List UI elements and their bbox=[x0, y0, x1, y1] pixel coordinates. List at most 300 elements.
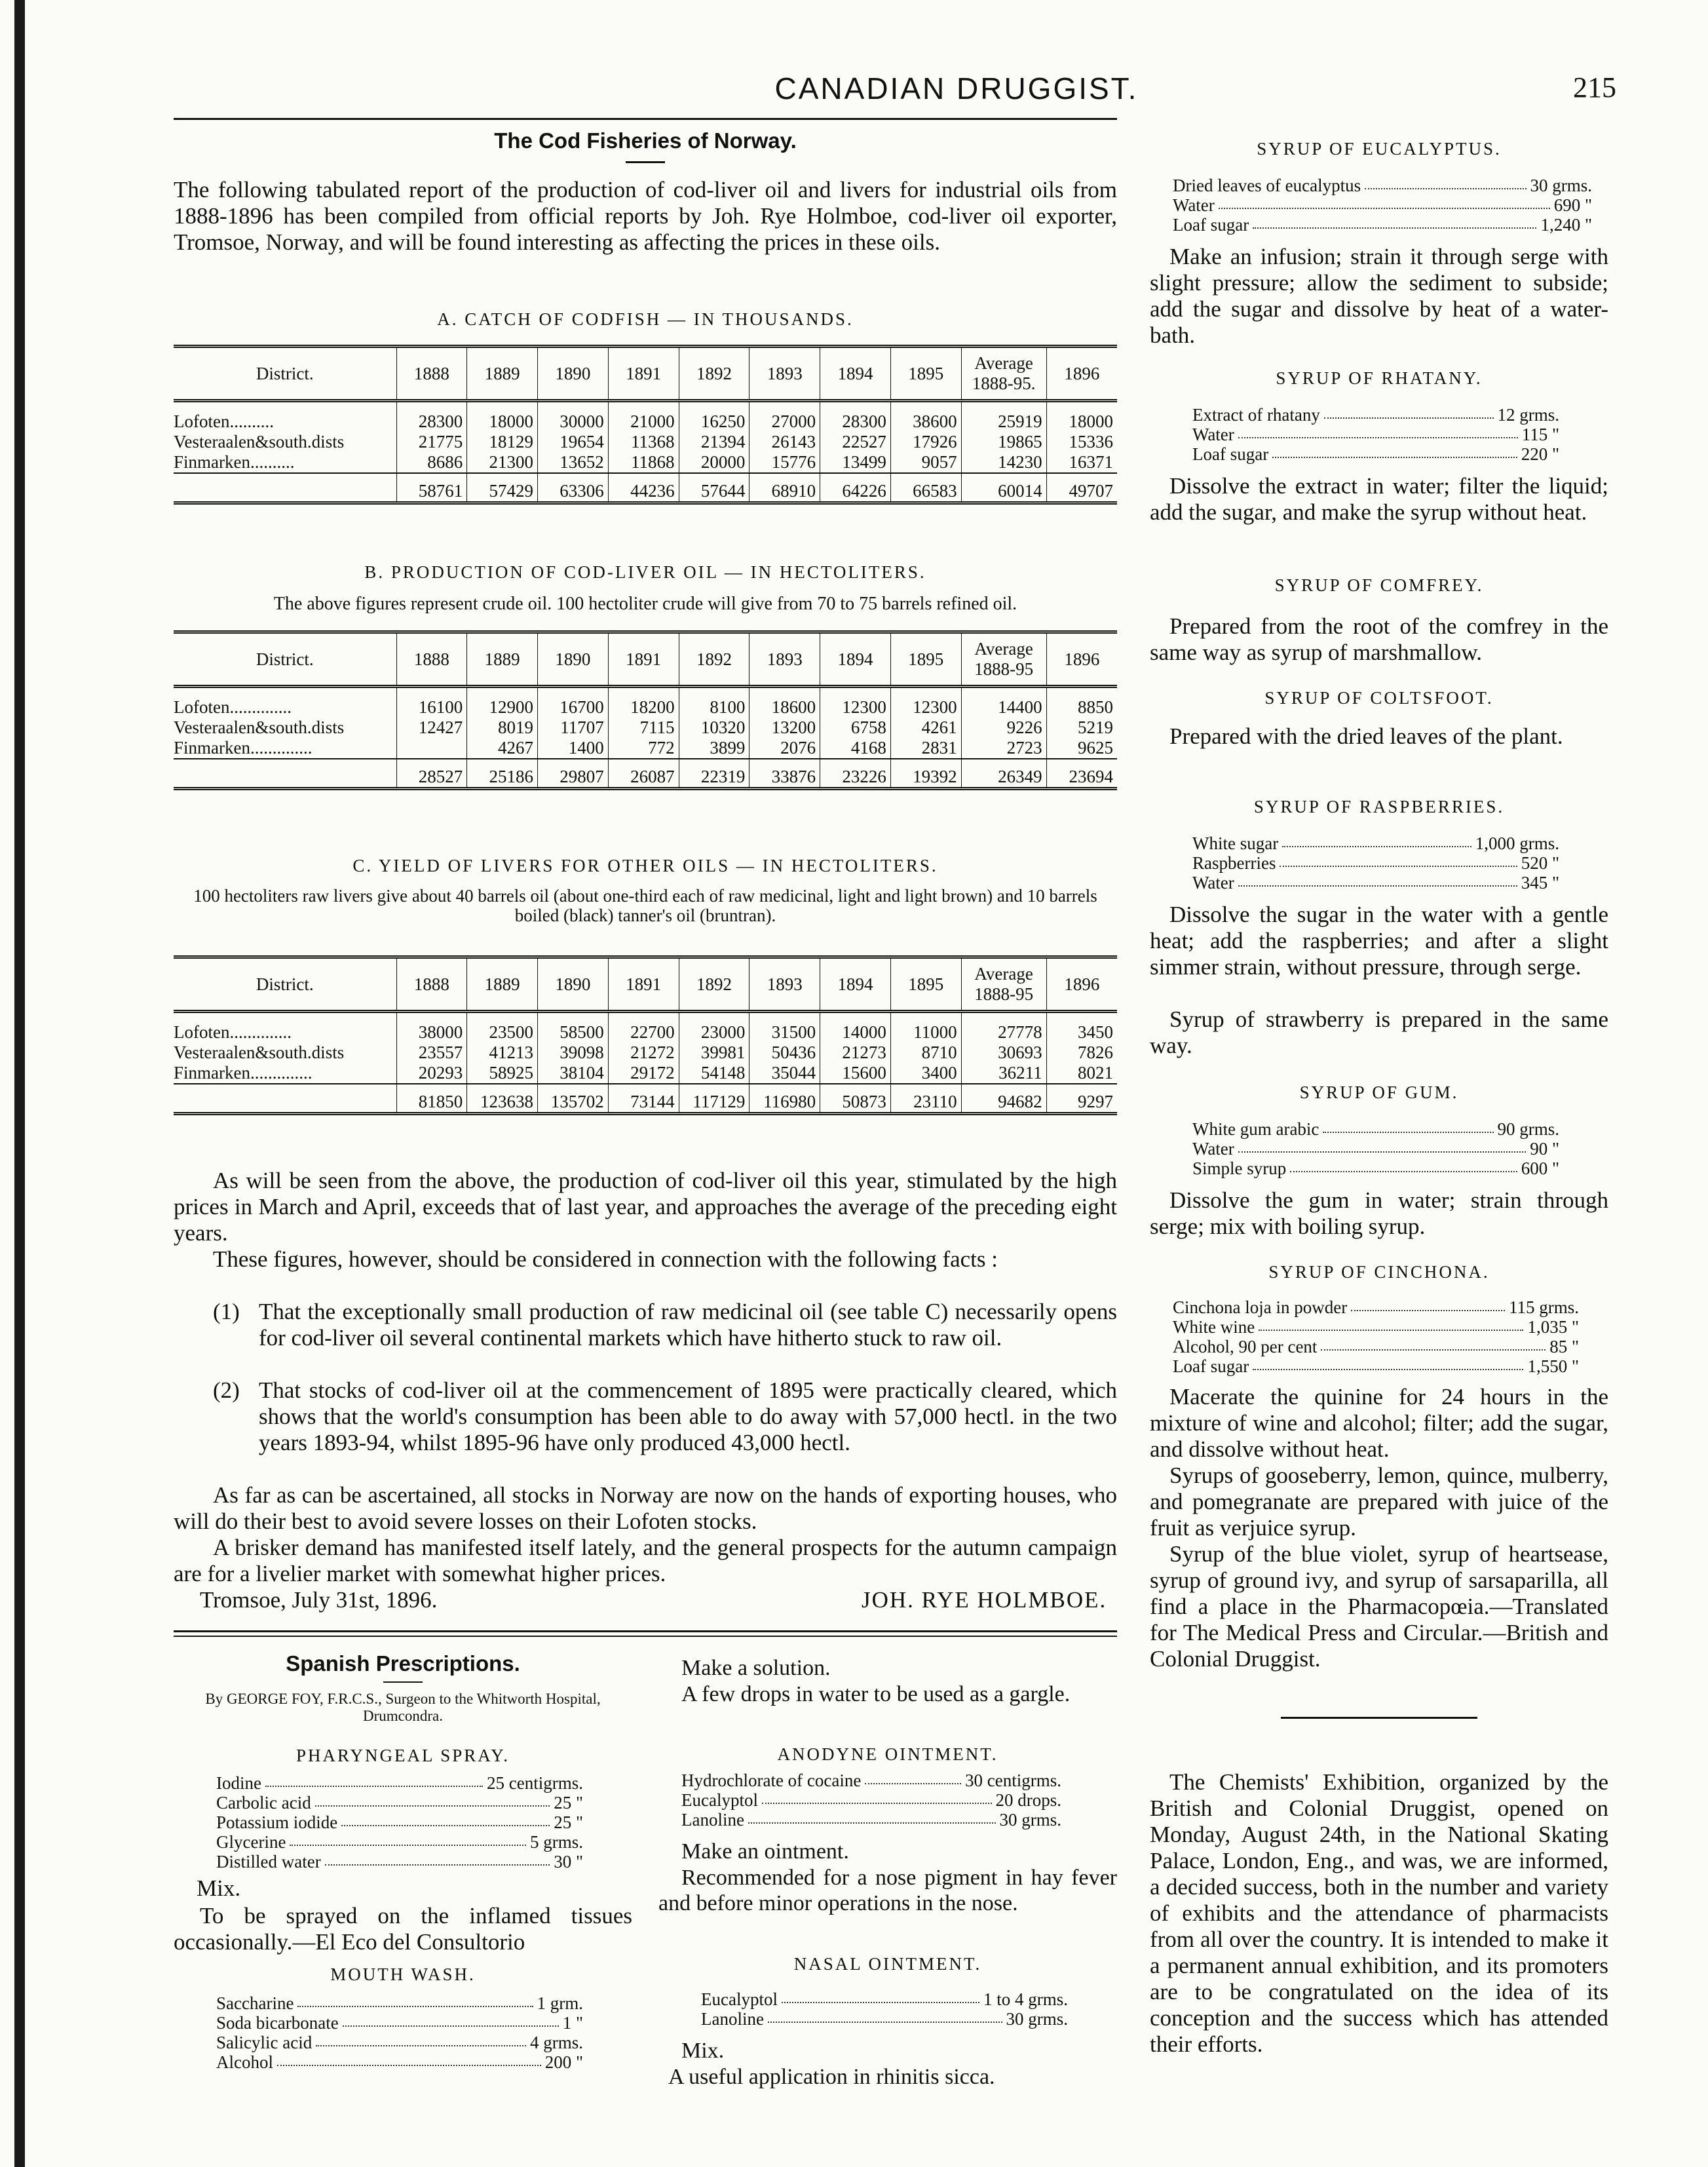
table-spacer-row bbox=[174, 1012, 1117, 1023]
leader-dots bbox=[782, 1989, 979, 2003]
value-cell: 1400 bbox=[538, 738, 609, 759]
leader-dots bbox=[1324, 405, 1494, 419]
leader-dots bbox=[1253, 1356, 1523, 1370]
table-spacer-cell bbox=[174, 687, 396, 698]
ingredient-quantity: 1 " bbox=[562, 2013, 583, 2033]
district-cell: Finmarken.............. bbox=[174, 738, 396, 759]
value-cell: 9625 bbox=[1078, 738, 1113, 757]
value-cell: 8021 bbox=[1078, 1063, 1113, 1083]
total-cell bbox=[174, 759, 396, 789]
ingredient-name: Water bbox=[1192, 1139, 1234, 1159]
value-cell: 13652 bbox=[538, 452, 609, 473]
value-cell: 23557 bbox=[396, 1043, 467, 1063]
ingredient-quantity: 12 grms. bbox=[1497, 405, 1559, 425]
total-cell: 68910 bbox=[750, 473, 820, 503]
total-row bbox=[174, 759, 1117, 789]
value-cell: 16100 bbox=[396, 697, 467, 718]
col-header: 1888 bbox=[396, 957, 467, 1012]
total-cell: 23226 bbox=[820, 759, 891, 789]
total-cell: 28527 bbox=[396, 759, 467, 789]
table-spacer-cell bbox=[608, 687, 679, 698]
leader-dots bbox=[290, 1832, 526, 1846]
ingredient-line bbox=[681, 1790, 1061, 1810]
value-cell: 8686 bbox=[396, 452, 467, 473]
value-cell: 19865 bbox=[961, 432, 1046, 452]
ingredient-name: Dried leaves of eucalyptus bbox=[1173, 176, 1361, 195]
ingredient-line bbox=[1192, 834, 1559, 853]
value-cell: 58925 bbox=[467, 1063, 538, 1084]
col-header: 1894 bbox=[820, 632, 891, 687]
total-cell: 49707 bbox=[1046, 473, 1117, 503]
district-cell: Lofoten.............. bbox=[174, 1022, 396, 1043]
leader-dots bbox=[265, 1773, 483, 1787]
fact-2-number: (2) bbox=[213, 1377, 240, 1403]
value-cell: 20293 bbox=[396, 1063, 467, 1084]
total-cell: 117129 bbox=[679, 1084, 750, 1114]
ingredient-name: Loaf sugar bbox=[1173, 215, 1249, 235]
ingredient-line bbox=[216, 1812, 583, 1832]
pharyngeal-mix: Mix. bbox=[197, 1875, 241, 1901]
value-cell: 15336 bbox=[1069, 432, 1113, 451]
total-cell: 23694 bbox=[1046, 759, 1117, 789]
ingredient-line bbox=[701, 2009, 1068, 2029]
value-cell: 16700 bbox=[538, 697, 609, 718]
strawberry-text: Syrup of strawberry is prepared in the same way. bbox=[1150, 1007, 1608, 1058]
total-cell: 26349 bbox=[961, 759, 1046, 789]
col2-drops: A few drops in water to be used as a gargle. bbox=[681, 1682, 1071, 1706]
ingredient-line bbox=[216, 1773, 583, 1793]
ingredient-name: Water bbox=[1192, 425, 1234, 444]
ingredient-quantity: 115 grms. bbox=[1509, 1297, 1579, 1317]
leader-dots bbox=[316, 2033, 526, 2046]
ingredient-name: Alcohol bbox=[216, 2052, 273, 2072]
total-row bbox=[174, 1084, 1117, 1114]
table-row bbox=[174, 432, 1117, 452]
table-c-body bbox=[174, 1012, 1117, 1114]
rhatany-title: SYRUP OF RHATANY. bbox=[1276, 368, 1483, 388]
page-number: 215 bbox=[1573, 71, 1616, 104]
total-cell: 22319 bbox=[679, 759, 750, 789]
leader-dots bbox=[325, 1852, 550, 1866]
value-cell: 4168 bbox=[820, 738, 891, 759]
ingredient-line bbox=[1192, 853, 1559, 873]
ingredient-name: Water bbox=[1192, 873, 1234, 892]
ingredient-name: Potassium iodide bbox=[216, 1812, 338, 1832]
discussion-para-4: A brisker demand has manifested itself lately, and the general prospects for the autumn campaign are for a livelier market with somewhat higher prices. bbox=[174, 1535, 1117, 1586]
ingredient-quantity: 30 grms. bbox=[999, 1810, 1061, 1830]
value-cell: 28300 bbox=[820, 412, 891, 432]
ingredient-quantity: 30 " bbox=[554, 1852, 583, 1871]
discussion-para-3: As far as can be ascertained, all stocks in Norway are now on the hands of exporting houses, who will do their best to avoid severe losses on their Lofoten stocks. bbox=[174, 1482, 1117, 1534]
value-cell: 12427 bbox=[396, 718, 467, 738]
header-rule bbox=[174, 118, 1117, 120]
table-spacer-cell bbox=[890, 1012, 961, 1023]
col-header: 1891 bbox=[608, 632, 679, 687]
table-spacer-cell bbox=[820, 1012, 891, 1023]
total-cell: 81850 bbox=[396, 1084, 467, 1114]
value-cell: 29172 bbox=[608, 1063, 679, 1084]
col-header: 1890 bbox=[538, 957, 609, 1012]
ingredient-quantity: 520 " bbox=[1521, 853, 1559, 873]
table-c-note: 100 hectoliters raw livers give about 40 barrels oil (about one-third each of raw medicinal, light and light brown) and 10 barrels boiled (black) tanner's oil (bruntran). bbox=[193, 886, 1097, 925]
value-cell: 12300 bbox=[890, 697, 961, 718]
value-cell: 15600 bbox=[820, 1063, 891, 1084]
col-header: 1889 bbox=[467, 347, 538, 401]
ingredient-line bbox=[1173, 176, 1592, 195]
value-cell: 28300 bbox=[396, 412, 467, 432]
table-spacer-cell bbox=[820, 687, 891, 698]
col-header: Average 1888-95 bbox=[961, 957, 1046, 1012]
value-cell: 16371 bbox=[1069, 452, 1113, 472]
value-cell: 11868 bbox=[608, 452, 679, 473]
value-cell: 13499 bbox=[820, 452, 891, 473]
mouth-recipe bbox=[216, 1993, 583, 2072]
raspberries-text: Dissolve the sugar in the water with a gentle heat; add the raspberries; and after a slight simmer strain, without pressure, through serge. bbox=[1150, 902, 1608, 980]
value-cell: 8019 bbox=[467, 718, 538, 738]
value-cell: 22700 bbox=[608, 1022, 679, 1043]
table-spacer-cell bbox=[750, 687, 820, 698]
total-cell: 25186 bbox=[467, 759, 538, 789]
leader-dots bbox=[1290, 1159, 1517, 1172]
title-dash bbox=[626, 161, 665, 163]
value-cell: 39098 bbox=[538, 1043, 609, 1063]
discussion-para-2: These figures, however, should be considered in connection with the following facts : bbox=[213, 1246, 998, 1272]
eucalyptus-text: Make an infusion; strain it through serge with slight pressure; allow the sediment to subside; add the sugar and dissolve by heat of a water-bath. bbox=[1150, 244, 1608, 348]
total-cell: 23110 bbox=[890, 1084, 961, 1114]
value-cell: 14230 bbox=[961, 452, 1046, 473]
ingredient-quantity: 90 grms. bbox=[1497, 1119, 1559, 1139]
ingredient-quantity: 200 " bbox=[544, 2052, 583, 2072]
ingredient-line bbox=[1192, 444, 1559, 464]
table-spacer-cell bbox=[961, 401, 1046, 412]
leader-dots bbox=[1259, 1317, 1523, 1331]
value-cell: 14400 bbox=[961, 697, 1046, 718]
ingredient-quantity: 30 grms. bbox=[1006, 2009, 1068, 2029]
table-row bbox=[174, 412, 1117, 432]
value-cell: 3400 bbox=[890, 1063, 961, 1084]
total-cell: 26087 bbox=[608, 759, 679, 789]
leader-dots bbox=[762, 1790, 992, 1804]
col-header: 1890 bbox=[538, 632, 609, 687]
pharyngeal-note: To be sprayed on the inflamed tissues occasionally.—El Eco del Consultorio bbox=[174, 1903, 632, 1955]
value-cell: 15776 bbox=[750, 452, 820, 473]
value-cell: 31500 bbox=[750, 1022, 820, 1043]
comfrey-text: Prepared from the root of the comfrey in the same way as syrup of marshmallow. bbox=[1150, 613, 1608, 665]
value-cell: 30693 bbox=[961, 1043, 1046, 1063]
table-spacer-cell bbox=[467, 687, 538, 698]
value-cell: 21272 bbox=[608, 1043, 679, 1063]
pharyngeal-title: PHARYNGEAL SPRAY. bbox=[295, 1746, 510, 1765]
gum-recipe bbox=[1192, 1119, 1559, 1178]
ingredient-name: White gum arabic bbox=[1192, 1119, 1319, 1139]
ingredient-line bbox=[1192, 1119, 1559, 1139]
spanish-byline: By GEORGE FOY, F.R.C.S., Surgeon to the Whitworth Hospital, Drumcondra. bbox=[205, 1691, 601, 1724]
ingredient-quantity: 1,035 " bbox=[1527, 1317, 1579, 1337]
ingredient-quantity: 1 to 4 grms. bbox=[983, 1989, 1068, 2009]
table-spacer-cell bbox=[679, 687, 750, 698]
ingredient-quantity: 690 " bbox=[1553, 195, 1592, 215]
discussion-para-1: As will be seen from the above, the production of cod-liver oil this year, stimulated by the high prices in March and April, exceeds that of last year, and approaches the average of the preceding eight years. bbox=[174, 1168, 1117, 1246]
table-spacer-cell bbox=[467, 401, 538, 412]
col-header: 1893 bbox=[750, 957, 820, 1012]
coltsfoot-title: SYRUP OF COLTSFOOT. bbox=[1264, 688, 1494, 708]
ingredient-quantity: 20 drops. bbox=[995, 1790, 1061, 1810]
total-cell: 9297 bbox=[1046, 1084, 1117, 1114]
value-cell: 2831 bbox=[890, 738, 961, 759]
total-cell: 57644 bbox=[679, 473, 750, 503]
total-cell: 60014 bbox=[961, 473, 1046, 503]
ingredient-quantity: 25 " bbox=[554, 1812, 583, 1832]
table-b-note: The above figures represent crude oil. 100 hectoliter crude will give from 70 to 75 barrels refined oil. bbox=[273, 594, 1017, 614]
leader-dots bbox=[1323, 1119, 1493, 1133]
table-row bbox=[174, 738, 1117, 759]
ingredient-quantity: 30 grms. bbox=[1530, 176, 1592, 195]
table-spacer-cell bbox=[1046, 687, 1117, 698]
total-cell: 58761 bbox=[396, 473, 467, 503]
value-cell: 41213 bbox=[467, 1043, 538, 1063]
ingredient-line bbox=[216, 1832, 583, 1852]
total-cell bbox=[174, 1084, 396, 1114]
table-spacer-cell bbox=[538, 1012, 609, 1023]
leader-dots bbox=[1321, 1337, 1546, 1351]
table-spacer-cell bbox=[174, 401, 396, 412]
table-spacer-cell bbox=[679, 401, 750, 412]
total-cell: 66583 bbox=[890, 473, 961, 503]
ingredient-quantity: 345 " bbox=[1521, 873, 1559, 892]
value-cell: 3450 bbox=[1078, 1022, 1113, 1042]
table-b-caption: B. PRODUCTION OF COD-LIVER OIL — IN HECTOLITERS. bbox=[364, 562, 926, 582]
total-cell: 135702 bbox=[538, 1084, 609, 1114]
rhatany-recipe bbox=[1192, 405, 1559, 464]
ingredient-quantity: 4 grms. bbox=[530, 2033, 583, 2052]
table-spacer-cell bbox=[608, 1012, 679, 1023]
col-header: Average 1888-95. bbox=[961, 347, 1046, 401]
value-cell: 13200 bbox=[750, 718, 820, 738]
ingredient-quantity: 5 grms. bbox=[530, 1832, 583, 1852]
ingredient-name: Glycerine bbox=[216, 1832, 286, 1852]
gum-text: Dissolve the gum in water; strain through serge; mix with boiling syrup. bbox=[1150, 1187, 1608, 1239]
ingredient-line bbox=[216, 2013, 583, 2033]
leader-dots bbox=[315, 1793, 550, 1807]
value-cell: 58500 bbox=[538, 1022, 609, 1043]
col-header: 1892 bbox=[679, 632, 750, 687]
ingredient-name: Lanoline bbox=[681, 1810, 744, 1830]
anodyne-recipe bbox=[681, 1771, 1061, 1830]
col-header: 1893 bbox=[750, 347, 820, 401]
cod-title: The Cod Fisheries of Norway. bbox=[494, 128, 797, 153]
ingredient-line bbox=[1173, 1337, 1579, 1356]
leader-dots bbox=[1272, 444, 1517, 458]
value-cell: 21394 bbox=[679, 432, 750, 452]
ingredient-quantity: 25 " bbox=[554, 1793, 583, 1812]
value-cell: 11000 bbox=[890, 1022, 961, 1043]
ingredient-quantity: 30 centigrms. bbox=[965, 1771, 1061, 1790]
exhibition-rule bbox=[1281, 1717, 1477, 1719]
cinchona-recipe bbox=[1173, 1297, 1579, 1376]
raspberries-title: SYRUP OF RASPBERRIES. bbox=[1253, 797, 1505, 816]
value-cell: 2723 bbox=[961, 738, 1046, 759]
anodyne-title: ANODYNE OINTMENT. bbox=[777, 1744, 998, 1764]
value-cell: 18000 bbox=[1069, 412, 1113, 431]
violet-text: Syrup of the blue violet, syrup of heartsease, syrup of ground ivy, and syrup of sarsaparilla, all find a place in the Pharmacopœia.—Translated for The Medical Press and Circular.—British and Colonial Druggist. bbox=[1150, 1541, 1608, 1672]
table-row bbox=[174, 1063, 1117, 1084]
col-header: 1895 bbox=[890, 632, 961, 687]
fact-2: That stocks of cod-liver oil at the commencement of 1895 were practically cleared, which shows that the world's consumption has been able to do away with 57,000 hectl. in the two years 1893-94, whilst 1895-96 have only produced 43,000 hectl. bbox=[259, 1377, 1117, 1455]
ingredient-name: Lanoline bbox=[701, 2009, 764, 2029]
anodyne-note: Recommended for a nose pigment in hay fever and before minor operations in the nose. bbox=[658, 1866, 1117, 1915]
col-header: 1892 bbox=[679, 957, 750, 1012]
value-cell: 5219 bbox=[1078, 718, 1113, 737]
value-cell: 16250 bbox=[679, 412, 750, 432]
value-cell: 11707 bbox=[538, 718, 609, 738]
table-row bbox=[174, 718, 1117, 738]
table-spacer-cell bbox=[1046, 1012, 1117, 1023]
nasal-title: NASAL OINTMENT. bbox=[793, 1954, 982, 1974]
exhibition-text: The Chemists' Exhibition, organized by the British and Colonial Druggist, opened on Monday, August 24th, in the National Skating Palace, London, Eng., and was, we are informed, a decided success, both in the number and variety of exhibits and the attendance of pharmacists from all over the country. It is intended to make it a permanent annual exhibition, and its promoters are to be congratulated on the idea of its conception and the success which has attended their efforts. bbox=[1150, 1769, 1608, 2057]
ingredient-line bbox=[216, 1993, 583, 2013]
ingredient-quantity: 220 " bbox=[1521, 444, 1559, 464]
col-header: 1896 bbox=[1064, 974, 1100, 994]
ingredient-name: Cinchona loja in powder bbox=[1173, 1297, 1348, 1317]
value-cell: 21300 bbox=[467, 452, 538, 473]
ingredient-quantity: 25 centigrms. bbox=[487, 1773, 583, 1793]
total-cell: 123638 bbox=[467, 1084, 538, 1114]
leader-dots bbox=[343, 2013, 559, 2027]
value-cell: 19654 bbox=[538, 432, 609, 452]
col-header: 1894 bbox=[820, 957, 891, 1012]
value-cell: 38104 bbox=[538, 1063, 609, 1084]
cod-intro: The following tabulated report of the production of cod-liver oil and livers for industrial oils from 1888-1896 has been compiled from official reports by Joh. Rye Holmboe, cod-liver oil exporter, Tromsoe, Norway, and will be found interesting as affecting the prices in these oils. bbox=[174, 177, 1117, 255]
col-header: 1893 bbox=[750, 632, 820, 687]
value-cell: 23000 bbox=[679, 1022, 750, 1043]
leader-dots bbox=[1219, 195, 1550, 209]
ingredient-quantity: 1,240 " bbox=[1540, 215, 1592, 235]
table-c bbox=[174, 955, 1117, 1115]
fact-1-number: (1) bbox=[213, 1299, 240, 1324]
value-cell: 22527 bbox=[820, 432, 891, 452]
ingredient-quantity: 90 " bbox=[1530, 1139, 1559, 1159]
section-rule-2 bbox=[174, 1636, 1117, 1637]
table-spacer-cell bbox=[890, 401, 961, 412]
col-header: 1891 bbox=[608, 957, 679, 1012]
cinchona-title: SYRUP OF CINCHONA. bbox=[1268, 1262, 1490, 1282]
value-cell: 14000 bbox=[820, 1022, 891, 1043]
livers-table bbox=[174, 955, 1117, 1115]
col-header: 1888 bbox=[396, 632, 467, 687]
ingredient-line bbox=[1173, 195, 1592, 215]
value-cell: 36211 bbox=[961, 1063, 1046, 1084]
total-cell bbox=[174, 473, 396, 503]
value-cell: 27000 bbox=[750, 412, 820, 432]
value-cell: 39981 bbox=[679, 1043, 750, 1063]
value-cell: 20000 bbox=[679, 452, 750, 473]
ingredient-name: White wine bbox=[1173, 1317, 1255, 1337]
rhatany-text: Dissolve the extract in water; filter the liquid; add the sugar, and make the syrup without heat. bbox=[1150, 473, 1608, 525]
col-header: 1892 bbox=[679, 347, 750, 401]
col-header: 1896 bbox=[1064, 649, 1100, 669]
value-cell: 54148 bbox=[679, 1063, 750, 1084]
value-cell: 772 bbox=[608, 738, 679, 759]
col2-make: Make a solution. bbox=[681, 1656, 831, 1680]
table-spacer-cell bbox=[396, 401, 467, 412]
ingredient-quantity: 1 grm. bbox=[537, 1993, 583, 2013]
table-row bbox=[174, 452, 1117, 473]
raspberries-recipe bbox=[1192, 834, 1559, 892]
ingredient-name: Hydrochlorate of cocaine bbox=[681, 1771, 862, 1790]
value-cell: 38000 bbox=[396, 1022, 467, 1043]
others-text: Syrups of gooseberry, lemon, quince, mulberry, and pomegranate are prepared with juice of the fruit as verjuice syrup. bbox=[1150, 1463, 1608, 1541]
ingredient-name: Distilled water bbox=[216, 1852, 321, 1871]
leader-dots bbox=[1280, 853, 1517, 867]
anodyne-make: Make an ointment. bbox=[681, 1839, 849, 1864]
ingredient-line bbox=[1192, 405, 1559, 425]
table-row bbox=[174, 1043, 1117, 1063]
spanish-dash bbox=[383, 1681, 423, 1683]
table-spacer-cell bbox=[679, 1012, 750, 1023]
ingredient-name: Extract of rhatany bbox=[1192, 405, 1320, 425]
total-cell: 29807 bbox=[538, 759, 609, 789]
ingredient-name: Eucalyptol bbox=[681, 1790, 758, 1810]
ingredient-line bbox=[216, 2052, 583, 2072]
ingredient-name: Water bbox=[1173, 195, 1215, 215]
col-header: 1895 bbox=[890, 957, 961, 1012]
district-cell: Vesteraalen&south.dists bbox=[174, 432, 396, 452]
ingredient-line bbox=[681, 1771, 1061, 1790]
ingredient-quantity: 85 " bbox=[1549, 1337, 1579, 1356]
cinchona-text: Macerate the quinine for 24 hours in the mixture of wine and alcohol; filter; add the sugar, and dissolve without heat. bbox=[1150, 1384, 1608, 1462]
value-cell: 8850 bbox=[1078, 697, 1113, 717]
table-spacer-cell bbox=[396, 687, 467, 698]
nasal-recipe bbox=[701, 1989, 1068, 2029]
value-cell: 8100 bbox=[679, 697, 750, 718]
total-cell: 64226 bbox=[820, 473, 891, 503]
ingredient-name: Salicylic acid bbox=[216, 2033, 313, 2052]
value-cell: 11368 bbox=[608, 432, 679, 452]
ingredient-line bbox=[216, 1852, 583, 1871]
ingredient-quantity: 115 " bbox=[1521, 425, 1559, 444]
fact-1: That the exceptionally small production of raw medicinal oil (see table C) necessarily opens for cod-liver oil several continental markets which have hitherto stuck to raw oil. bbox=[259, 1299, 1117, 1351]
mouth-title: MOUTH WASH. bbox=[330, 1965, 476, 1984]
ingredient-name: Saccharine bbox=[216, 1993, 294, 2013]
value-cell: 21775 bbox=[396, 432, 467, 452]
table-spacer-cell bbox=[750, 401, 820, 412]
district-cell: Vesteraalen&south.dists bbox=[174, 718, 396, 738]
col-header: District. bbox=[174, 957, 396, 1012]
ingredient-name: Loaf sugar bbox=[1192, 444, 1269, 464]
table-spacer-cell bbox=[396, 1012, 467, 1023]
pharyngeal-recipe bbox=[216, 1773, 583, 1871]
value-cell: 17926 bbox=[890, 432, 961, 452]
ingredient-line bbox=[1192, 425, 1559, 444]
leader-dots bbox=[768, 2009, 1002, 2023]
col-header: 1896 bbox=[1064, 363, 1100, 383]
leader-dots bbox=[1238, 425, 1518, 438]
total-cell: 94682 bbox=[961, 1084, 1046, 1114]
total-cell: 44236 bbox=[608, 473, 679, 503]
value-cell: 25919 bbox=[961, 412, 1046, 432]
table-spacer-cell bbox=[961, 1012, 1046, 1023]
leader-dots bbox=[1282, 834, 1471, 847]
leader-dots bbox=[1238, 1139, 1526, 1153]
table-spacer-cell bbox=[1046, 401, 1117, 412]
value-cell: 18600 bbox=[750, 697, 820, 718]
leader-dots bbox=[865, 1771, 961, 1784]
ingredient-line bbox=[1192, 1159, 1559, 1178]
value-cell: 2076 bbox=[750, 738, 820, 759]
value-cell bbox=[396, 738, 467, 759]
col-header: 1894 bbox=[820, 347, 891, 401]
comfrey-title: SYRUP OF COMFREY. bbox=[1274, 575, 1484, 595]
